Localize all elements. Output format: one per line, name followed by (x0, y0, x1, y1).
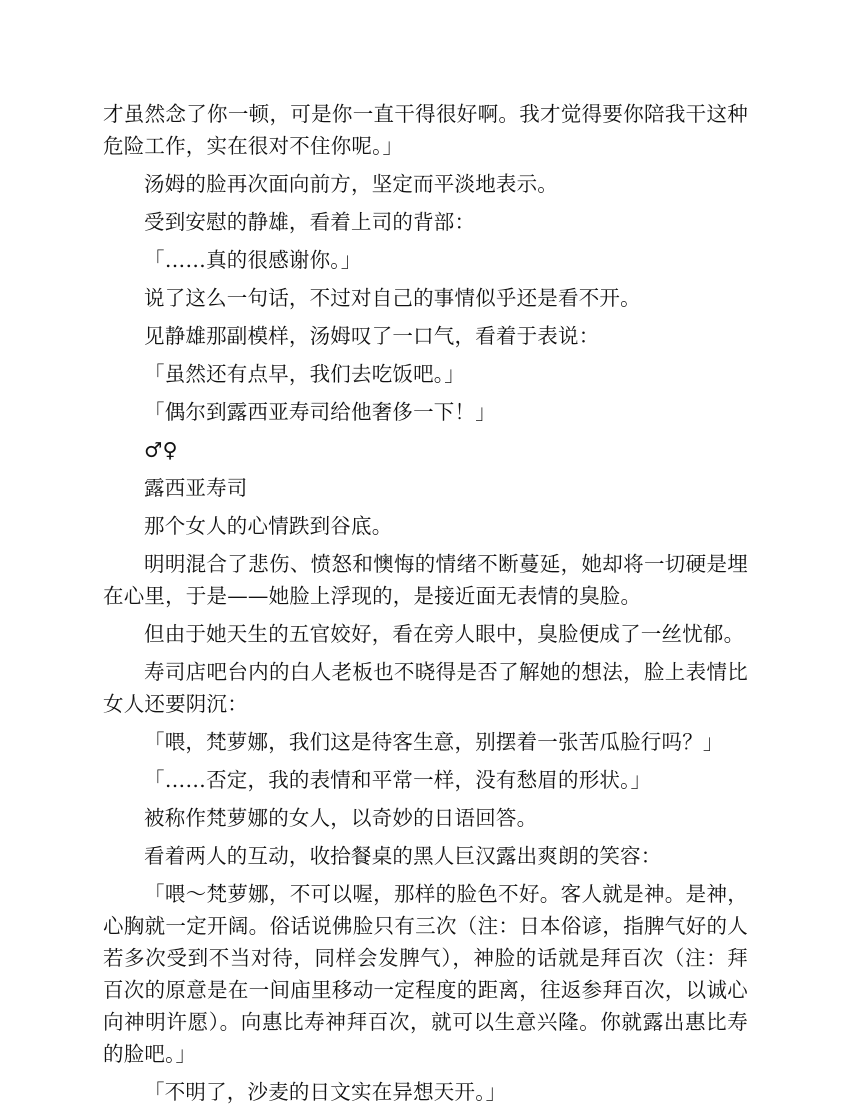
paragraph: 被称作梵萝娜的女人，以奇妙的日语回答。 (144, 806, 538, 830)
paragraph: 但由于她天生的五官姣好，看在旁人眼中，臭脸便成了一丝忧郁。 (144, 622, 745, 646)
paragraph: 才虽然念了你一顿，可是你一直干得很好啊。我才觉得要你陪我干这种危险工作，实在很对不住你呢。」 (103, 102, 748, 158)
paragraph: 说了这么一句话，不过对自己的事情似乎还是看不开。 (144, 286, 641, 310)
text-body (103, 98, 748, 1108)
paragraph: 那个女人的心情跌到谷底。 (144, 514, 393, 538)
paragraph: 「偶尔到露西亚寿司给他奢侈一下！」 (144, 400, 496, 424)
paragraph: 看着两人的互动，收拾餐桌的黑人巨汉露出爽朗的笑容： (144, 844, 662, 868)
paragraph: 露西亚寿司 (144, 476, 248, 500)
paragraph: ♂♀ (144, 438, 178, 462)
paragraph: 汤姆的脸再次面向前方，坚定而平淡地表示。 (144, 172, 558, 196)
paragraph: 明明混合了悲伤、愤怒和懊悔的情绪不断蔓延，她却将一切硬是埋在心里，于是——她脸上浮现的，是接近面无表情的臭脸。 (103, 552, 748, 608)
paragraph: 寿司店吧台内的白人老板也不晓得是否了解她的想法，脸上表情比女人还要阴沉： (103, 660, 748, 716)
paragraph: 「喂，梵萝娜，我们这是待客生意，别摆着一张苦瓜脸行吗？」 (144, 730, 724, 754)
paragraph: 「喂～梵萝娜，不可以喔，那样的脸色不好。客人就是神。是神，心胸就一定开阔。俗话说佛脸只有三次（注：日本俗谚，指脾气好的人若多次受到不当对待，同样会发脾气），神脸的话就是拜百次（注：拜百次的原意是在一间庙里移动一定程度的距离，往返参拜百次，以诚心向神明许愿）。向惠比寿神拜百次，就可以生意兴隆。你就露出惠比寿的脸吧。」 (103, 882, 748, 1066)
paragraph: 「不明了，沙麦的日文实在异想天开。」 (144, 1080, 507, 1104)
paragraph: 「虽然还有点早，我们去吃饭吧。」 (144, 362, 465, 386)
paragraph: 受到安慰的静雄，看着上司的背部： (144, 210, 476, 234)
paragraph: 见静雄那副模样，汤姆叹了一口气，看着于表说： (144, 324, 600, 348)
paragraph: 「……否定，我的表情和平常一样，没有愁眉的形状。」 (144, 768, 652, 792)
paragraph: 「……真的很感谢你。」 (144, 248, 362, 272)
